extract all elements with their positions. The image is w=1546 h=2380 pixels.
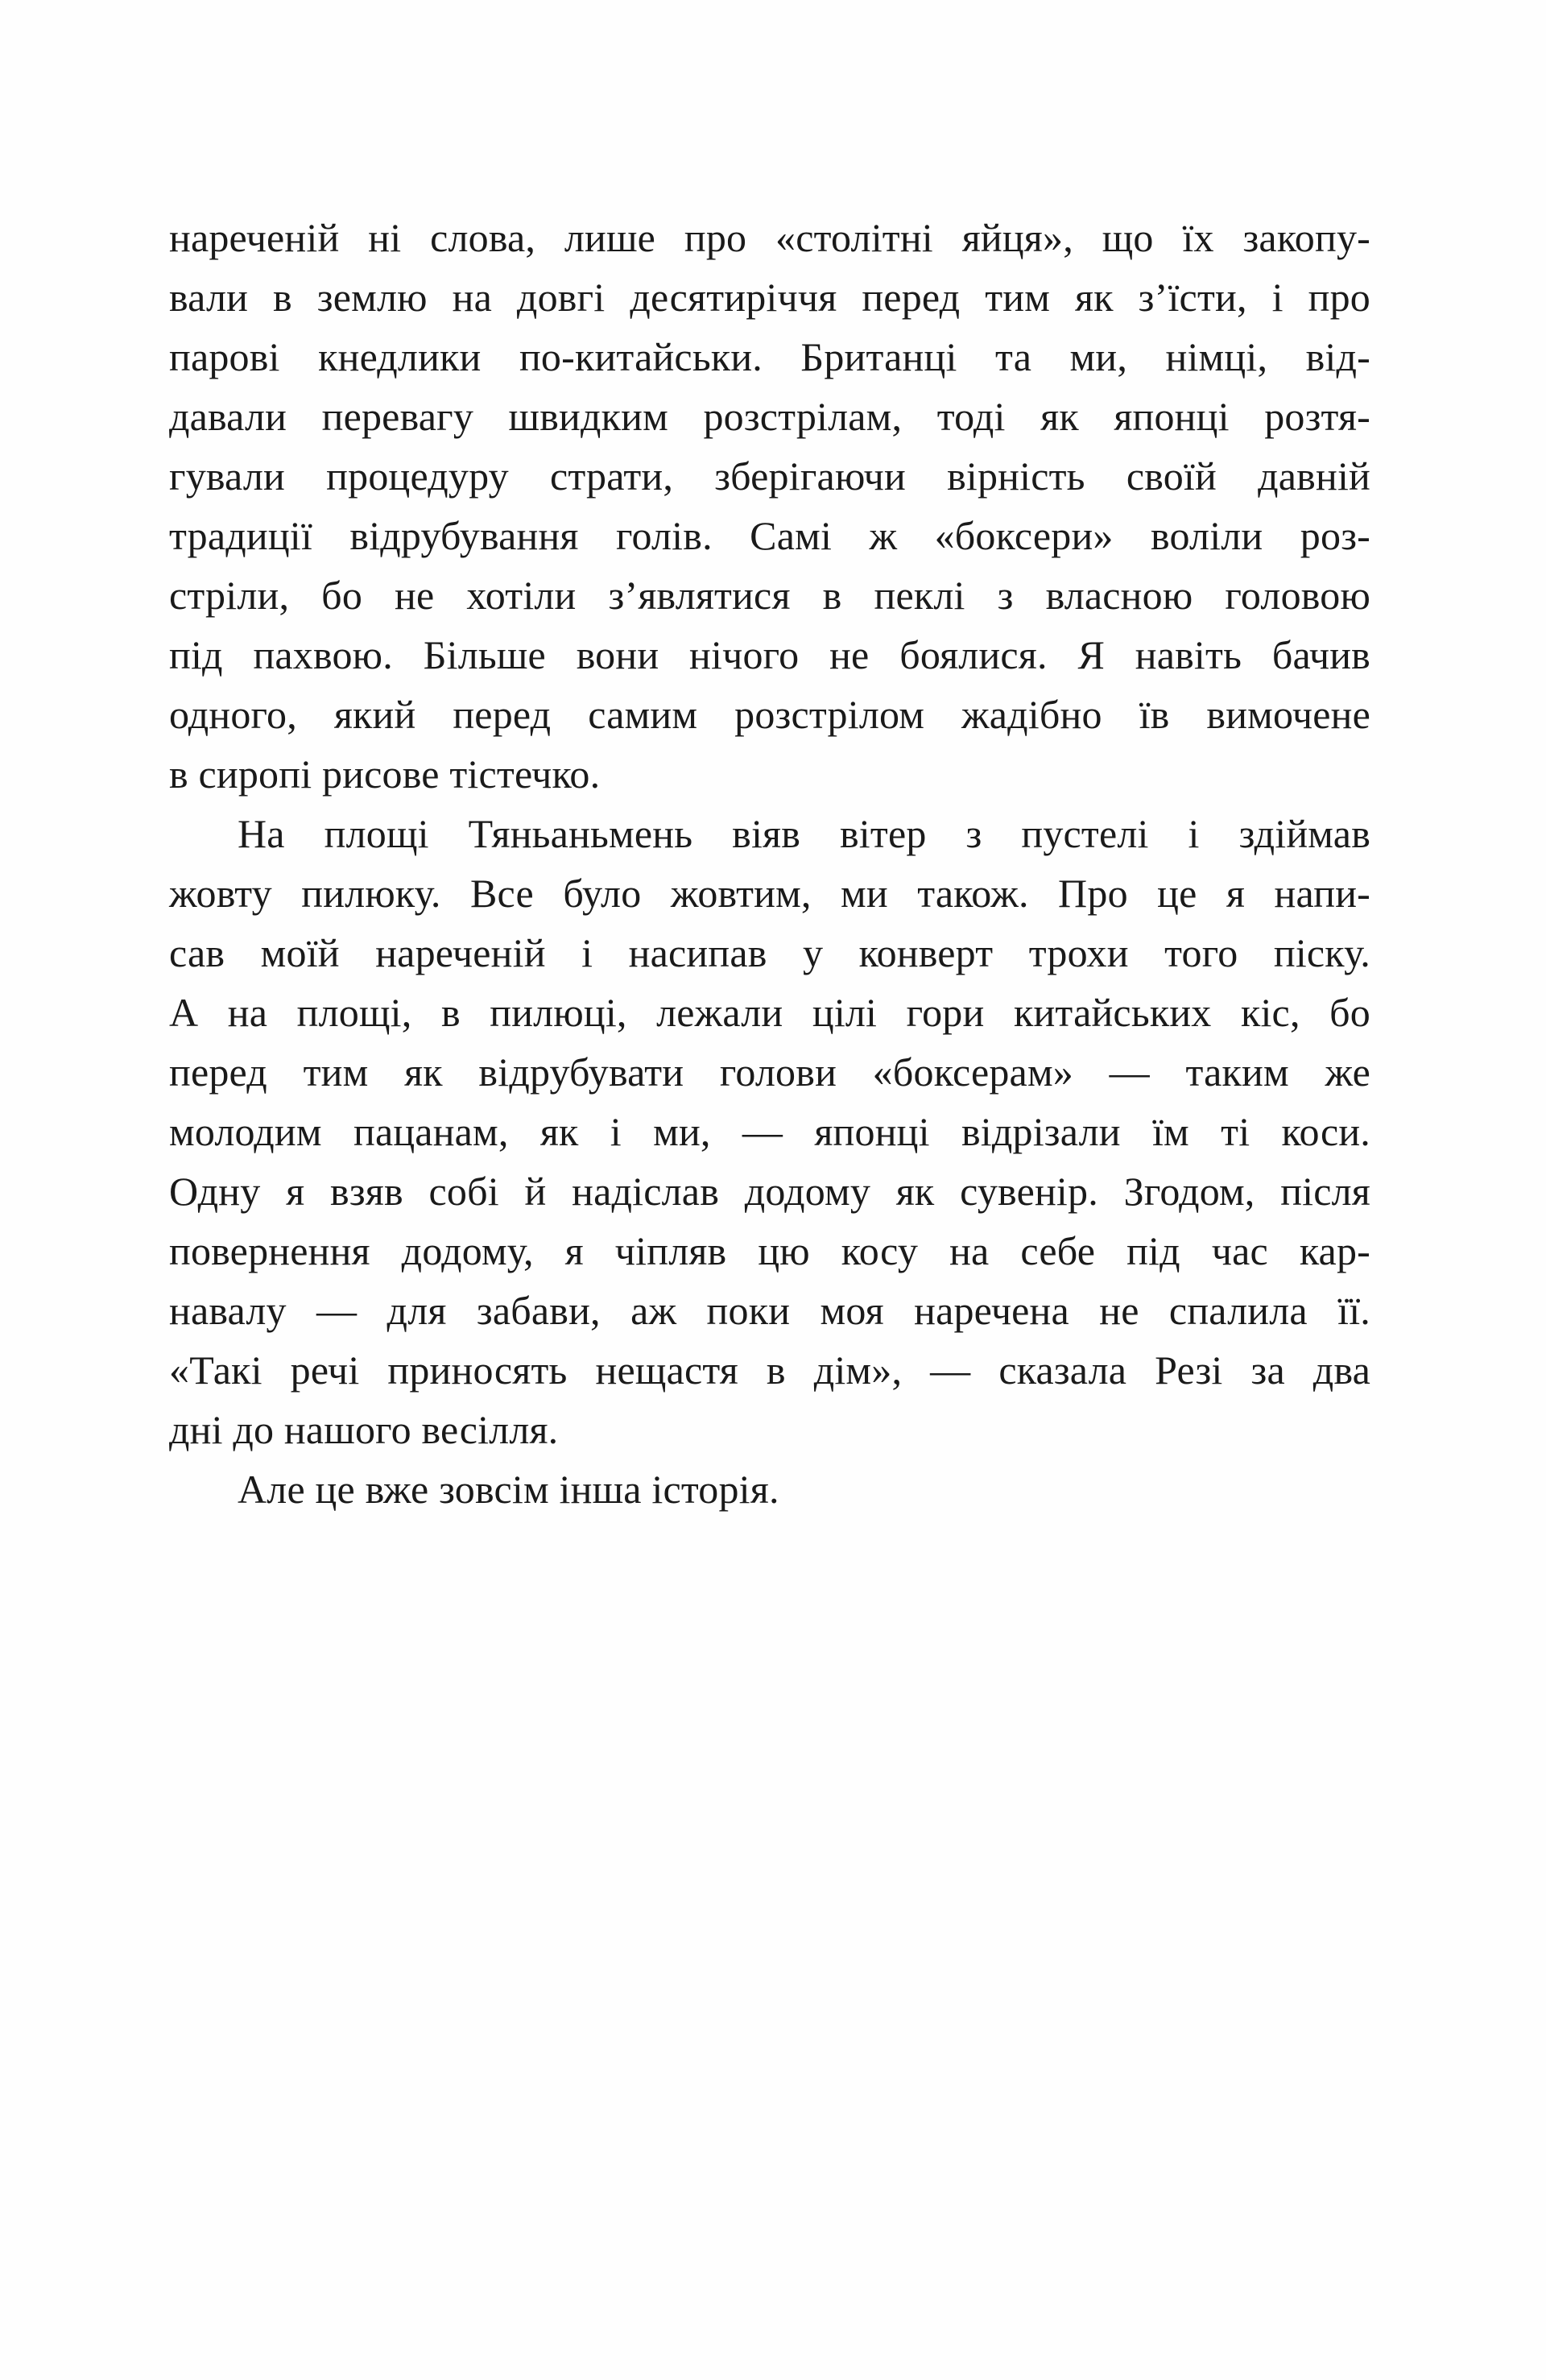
text-line: повернення додому, я чіпляв цю косу на себе під час кар-	[169, 1228, 1370, 1273]
page-text-block	[169, 208, 1370, 1519]
text-line: дні до нашого весілля.	[169, 1407, 559, 1452]
text-line: навалу — для забави, аж поки моя наречена не спалила її.	[169, 1288, 1370, 1333]
text-line: вали в землю на довгі десятиріччя перед тим як з’їсти, і про	[169, 275, 1370, 320]
text-line: молодим пацанам, як і ми, — японці відрізали їм ті коси.	[169, 1109, 1370, 1154]
text-line: «Такі речі приносять нещастя в дім», — сказала Резі за два	[169, 1347, 1370, 1393]
text-line: стріли, бо не хотіли з’являтися в пеклі з власною головою	[169, 573, 1370, 618]
text-line: жовту пилюку. Все було жовтим, ми також. Про це я напи-	[169, 871, 1370, 916]
text-line: нареченій ні слова, лише про «столітні яйця», що їх закопу-	[169, 215, 1370, 260]
text-line: А на площі, в пилюці, лежали цілі гори китайських кіс, бо	[169, 990, 1370, 1035]
text-line: сав моїй нареченій і насипав у конверт трохи того піску.	[169, 930, 1370, 975]
text-line: традиції відрубування голів. Самі ж «боксери» воліли роз-	[169, 513, 1370, 558]
text-line: Але це вже зовсім інша історія.	[238, 1467, 779, 1512]
text-line: одного, який перед самим розстрілом жадібно їв вимочене	[169, 692, 1370, 737]
text-line: давали перевагу швидким розстрілам, тоді як японці розтя-	[169, 394, 1370, 439]
text-line: парові кнедлики по-китайськи. Британці та ми, німці, від-	[169, 334, 1370, 379]
text-line: гували процедуру страти, зберігаючи вірність своїй давній	[169, 453, 1370, 499]
text-line: Одну я взяв собі й надіслав додому як сувенір. Згодом, після	[169, 1169, 1370, 1214]
text-line: На площі Тяньаньмень віяв вітер з пустелі і здіймав	[238, 811, 1370, 856]
text-line: в сиропі рисове тістечко.	[169, 751, 601, 797]
text-line: під пахвою. Більше вони нічого не боялися. Я навіть бачив	[169, 632, 1370, 677]
text-line: перед тим як відрубувати голови «боксерам» — таким же	[169, 1049, 1370, 1095]
